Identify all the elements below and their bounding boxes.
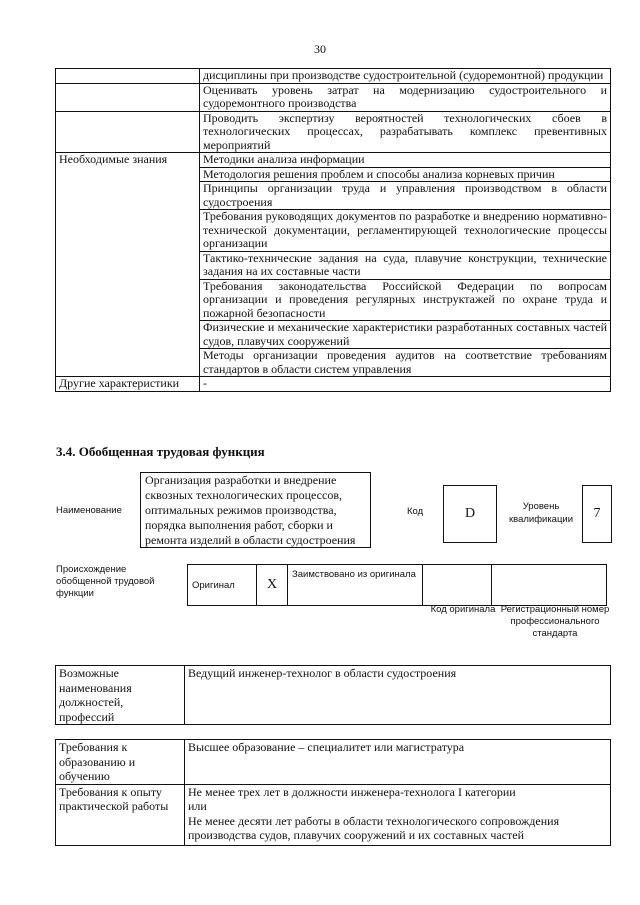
positions-table [55,665,611,725]
table-cell: Оценивать уровень затрат на модернизацию судостроительного и судоремонтного производства [200,83,611,111]
level-label: Уровень квалификации [508,501,574,525]
original-code-cell [423,565,492,606]
table-cell: Требования руководящих документов по разработке и внедрению нормативно-технической документации, регламентирующей технологические процессы организации [200,210,611,252]
table-row [188,565,607,606]
reg-caption: Регистрационный номер профессионального стандарта [500,604,610,639]
table-row [56,69,611,84]
code-value: D [443,485,497,543]
knowledge-label: Необходимые знания [56,153,200,377]
name-label: Наименование [56,505,122,516]
positions-value: Ведущий инженер-технолог в области судостроения [185,666,611,725]
other-label: Другие характеристики [56,377,200,392]
section-title: 3.4. Обобщенная трудовая функция [56,444,265,459]
table-cell-empty [56,111,200,153]
code-caption: Код оригинала [430,604,496,615]
origin-table [187,564,607,606]
table-cell: Методики анализа информации [200,153,611,168]
other-value: - [200,377,611,392]
original-label: Оригинал [188,565,257,606]
level-value: 7 [582,485,612,543]
table-cell: Проводить экспертизу вероятностей технологических сбоев в технологических процессах, разрабатывать комплекс превентивных мероприятий [200,111,611,153]
table-cell: Методы организации проведения аудитов на соответствие требованиям стандартов в области систем управления [200,349,611,377]
education-value: Высшее образование – специалитет или магистратура [185,740,611,785]
table-cell: Физические и механические характеристики разработанных составных частей судов, плавучих сооружений [200,321,611,349]
table-row [56,784,611,845]
original-mark: X [257,565,288,606]
code-label: Код [407,506,424,517]
table-row [56,111,611,153]
table-cell: Тактико-технические задания на суда, плавучие конструкции, технические задания на их составные части [200,251,611,279]
experience-line: Не менее трех лет в должности инженера-технолога I категории [188,784,516,799]
table-cell: Требования законодательства Российской Федерации по вопросам организации и проведения регулярных инструктажей по охране труда и пожарной безопасности [200,279,611,321]
table-cell: Методология решения проблем и способы анализа корневых причин [200,167,611,182]
experience-label: Требования к опыту практической работы [56,784,185,845]
table-row [56,153,611,168]
table-row [56,83,611,111]
page-number: 30 [314,42,326,56]
table-row [56,740,611,785]
experience-line: Не менее десяти лет работы в области технологического сопровождения производства судов, плавучих сооружений и их составных частей [188,813,560,842]
requirements-table [55,739,611,846]
table-row [56,377,611,392]
table-cell: дисциплины при производстве судостроительной (судоремонтной) продукции [200,69,611,84]
table-row [56,666,611,725]
table-cell-empty [56,83,200,111]
table-cell: Принципы организации труда и управления производством в области судостроения [200,182,611,210]
function-name: Организация разработки и внедрение сквозных технологических процессов, оптимальных режимов производства, порядка выполнения работ, сборки и ремонта изделий в области судостроения [140,472,371,548]
origin-label: Происхождение обобщенной трудовой функции [56,564,155,599]
education-label: Требования к образованию и обучению [56,740,185,785]
borrowed-label: Заимствовано из оригинала [288,565,423,606]
table-cell-empty [56,69,200,84]
experience-value [185,784,611,845]
experience-line: или [188,799,207,813]
knowledge-table [55,68,611,392]
positions-label: Возможные наименования должностей, профессий [56,666,185,725]
reg-number-cell [492,565,607,606]
